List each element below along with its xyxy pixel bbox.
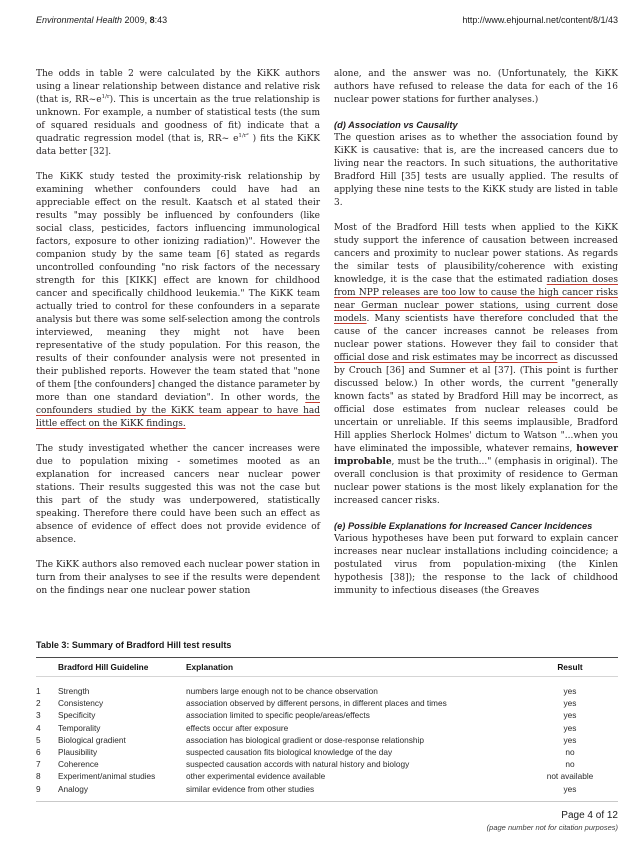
table-cell: Specificity: [58, 710, 96, 721]
table-cell: 6: [36, 746, 41, 757]
table-body: [36, 677, 618, 802]
underlined-text: the confounders studied by the KiKK team appear to have had little effect on the KiKK findings.: [36, 393, 320, 429]
table-cell: Experiment/animal studies: [58, 771, 156, 782]
table-row: [36, 697, 618, 709]
table-cell: yes: [563, 710, 577, 721]
italic-text: Environmental Health: [36, 15, 123, 25]
table-cell: yes: [563, 722, 577, 733]
table-header-row: [36, 658, 618, 677]
page-header: [36, 15, 618, 25]
table-cell: 1: [36, 686, 41, 696]
bold-text: 8: [149, 15, 155, 25]
table-header-guideline: Bradford Hill Guideline: [58, 658, 186, 677]
table-cell: 9: [36, 783, 41, 794]
text-run: The odds in table 2 were calculated by the KiKK authors using a linear relationship between distance and relative risk (that is, RR~e: [36, 69, 320, 105]
left-column: [36, 68, 320, 610]
bold-text: however improbable: [334, 444, 618, 467]
right-column: [334, 68, 618, 610]
table-cell: numbers large enough not to be chance observation: [186, 686, 378, 696]
table-cell: Consistency: [58, 698, 104, 709]
table-cell: yes: [563, 686, 577, 696]
paragraph: [334, 533, 618, 598]
article-body: [36, 68, 618, 610]
text-run: ) fits the KiKK data better [32].: [36, 134, 320, 157]
table-cell: yes: [563, 734, 577, 745]
bradford-hill-table: [36, 657, 618, 802]
table-cell: 5: [36, 734, 41, 745]
text-run: The study investigated whether the cancer increases were due to population mixing - sometimes mooted as an explanation for increased cancers near nuclear power stations. Their results suggested this was not the case but this part of the study was underpowered, statistically speaking. Therefore there could have been such an effect as absence of evidence of effect does not provide evidence of absence.: [36, 444, 320, 545]
table-row: [36, 734, 618, 746]
text-run: . Many scientists have therefore concluded that the cause of the cancer increases cannot be releases from nuclear power stations. However they fail to consider that: [334, 314, 618, 350]
paragraph: [334, 68, 618, 107]
table-header-result: Result: [522, 658, 618, 677]
table-cell: effects occur after exposure: [186, 722, 289, 733]
text-run: Most of the Bradford Hill tests when applied to the KiKK study support the inference of causation between increased cancers and proximity to nuclear power stations. As regards the similar tests of plausibility/coherence with existing knowledge, it is the case that the estimated: [334, 223, 618, 285]
table-cell: Plausibility: [58, 746, 98, 757]
paragraph: [334, 132, 618, 210]
table-row: [36, 770, 618, 782]
table-cell: association observed by different persons, in different places and times: [186, 698, 447, 709]
table-cell: Strength: [58, 686, 90, 696]
paragraph: [36, 559, 320, 598]
table-cell: 7: [36, 759, 41, 770]
table-cell: Analogy: [58, 783, 88, 794]
table-cell: suspected causation accords with natural history and biology: [186, 759, 410, 770]
superscript-text: 1/r: [101, 94, 110, 100]
text-run: 2009,: [122, 15, 150, 25]
table-row: [36, 709, 618, 721]
page-footer: [36, 810, 618, 832]
section-heading: (e) Possible Explanations for Increased Cancer Incidences: [334, 521, 593, 531]
paragraph: [36, 68, 320, 159]
table-cell: Coherence: [58, 759, 99, 770]
table-row: [36, 758, 618, 770]
table-cell: no: [565, 759, 575, 770]
text-run: The KiKK study tested the proximity-risk relationship by examining whether confounders could have had an appreciable effect on the result. Kaatsch et al stated their results "may possibly be influenced by confounders (like social class, pesticides, factors influencing immunological factors, exposure to other ionizing radiation)". However the companion study by the same team [6] stated as regards uncontrolled confounding "no risk factors of the necessary strength for this [KIKK] effect are known for childhood cancer and specifically childhood leukemia." The KiKK team actually tried to control for these confounders in a separate analysis but there was some self-selection among the controls interviewed, meaning they might not have been representative of the study population. For this reason, the results of their confounder analysis were not presented in their published reports. However the team stated that "none of them [the confounders] changed the distance parameter by more than one standard deviation". In other words,: [36, 172, 321, 403]
table-cell: similar evidence from other studies: [186, 783, 315, 794]
text-run: as discussed by Crouch [36] and Sumner et al [37]. (This point is further discussed below.) In other words, the current "generally known facts" as stated by Bradford Hill may be incorrect, as official dose estimates from nuclear releases could be uncertain or unreliable. If this seems implausible, Bradford Hill applies Sherlock Holmes' dictum to Watson "...when you have eliminated the impossible, whatever remains,: [334, 353, 618, 454]
table-cell: Temporality: [58, 722, 101, 733]
table-header-explanation: Explanation: [186, 658, 522, 677]
table-cell: 3: [36, 710, 41, 721]
table-row: [36, 677, 618, 698]
table-cell: 2: [36, 698, 41, 709]
text-run: The question arises as to whether the association found by KiKK is causative: that is, are the increased cancers due to living near the reactors. In such situations, the authoritative Bradford Hill [35] tests are usually applied. The results of applying these nine tests to the KiKK study are listed in table 3.: [334, 133, 618, 208]
table-cell: Biological gradient: [58, 734, 126, 745]
table-cell: no: [565, 746, 575, 757]
underlined-text: official dose and risk estimates may be incorrect: [334, 353, 558, 363]
table-row: [36, 782, 618, 801]
table-cell: association limited to specific people/areas/effects: [186, 710, 370, 721]
text-run: The KiKK authors also removed each nuclear power station in turn from their analyses to see if the results were dependent on the findings near one nuclear power station: [36, 560, 320, 596]
table-cell: suspected causation fits biological knowledge of the day: [186, 746, 393, 757]
journal-citation: [36, 15, 167, 25]
table-cell: 8: [36, 771, 41, 782]
superscript-text: 1/r²: [238, 133, 249, 139]
table-cell: 4: [36, 722, 41, 733]
table-row: [36, 746, 618, 758]
text-run: Various hypotheses have been put forward to explain cancer increases near nuclear installations including coincidence; a postulated virus from population-mixing (the Kinlen hypothesis [38]); the response to the lack of childhood immunity to infectious diseases (the Greaves: [334, 534, 618, 596]
table-cell: not available: [546, 771, 594, 782]
page-number: Page 4 of 12: [561, 810, 618, 821]
table-cell: other experimental evidence available: [186, 771, 326, 782]
text-run: , must be the truth..." (emphasis in original). The overall conclusion is that proximity of residence to German nuclear power stations is the most likely explanation for the increased cancer risks.: [334, 457, 618, 506]
table-cell: yes: [563, 698, 577, 709]
text-run: alone, and the answer was no. (Unfortunately, the KiKK authors have refused to release the data for each of the 16 nuclear power stations for further analyses.): [334, 69, 618, 105]
text-run: ). This is uncertain as the true relationship is unknown. For example, a number of statistical tests (the sum of squared residuals and goodness of fit) indicate that a quadratic regression model (that is, RR~ e: [36, 95, 320, 144]
underlined-text: radiation doses from NPP releases are too low to cause the high cancer risks near German nuclear power stations, using current dose models: [334, 275, 618, 324]
text-run: :43: [154, 15, 168, 25]
table-cell: association has biological gradient or dose-response relationship: [186, 734, 424, 745]
table-header-num: [36, 658, 58, 677]
paragraph: [36, 443, 320, 547]
article-url[interactable]: http://www.ehjournal.net/content/8/1/43: [462, 15, 618, 25]
table-row: [36, 721, 618, 733]
paragraph: [36, 171, 320, 431]
section-heading: (d) Association vs Causality: [334, 120, 458, 130]
citation-note: (page number not for citation purposes): [486, 823, 618, 832]
paragraph: [334, 222, 618, 508]
table-3-block: [36, 640, 618, 802]
table-cell: yes: [563, 783, 577, 794]
table-caption: Table 3: Summary of Bradford Hill test results: [36, 640, 232, 650]
